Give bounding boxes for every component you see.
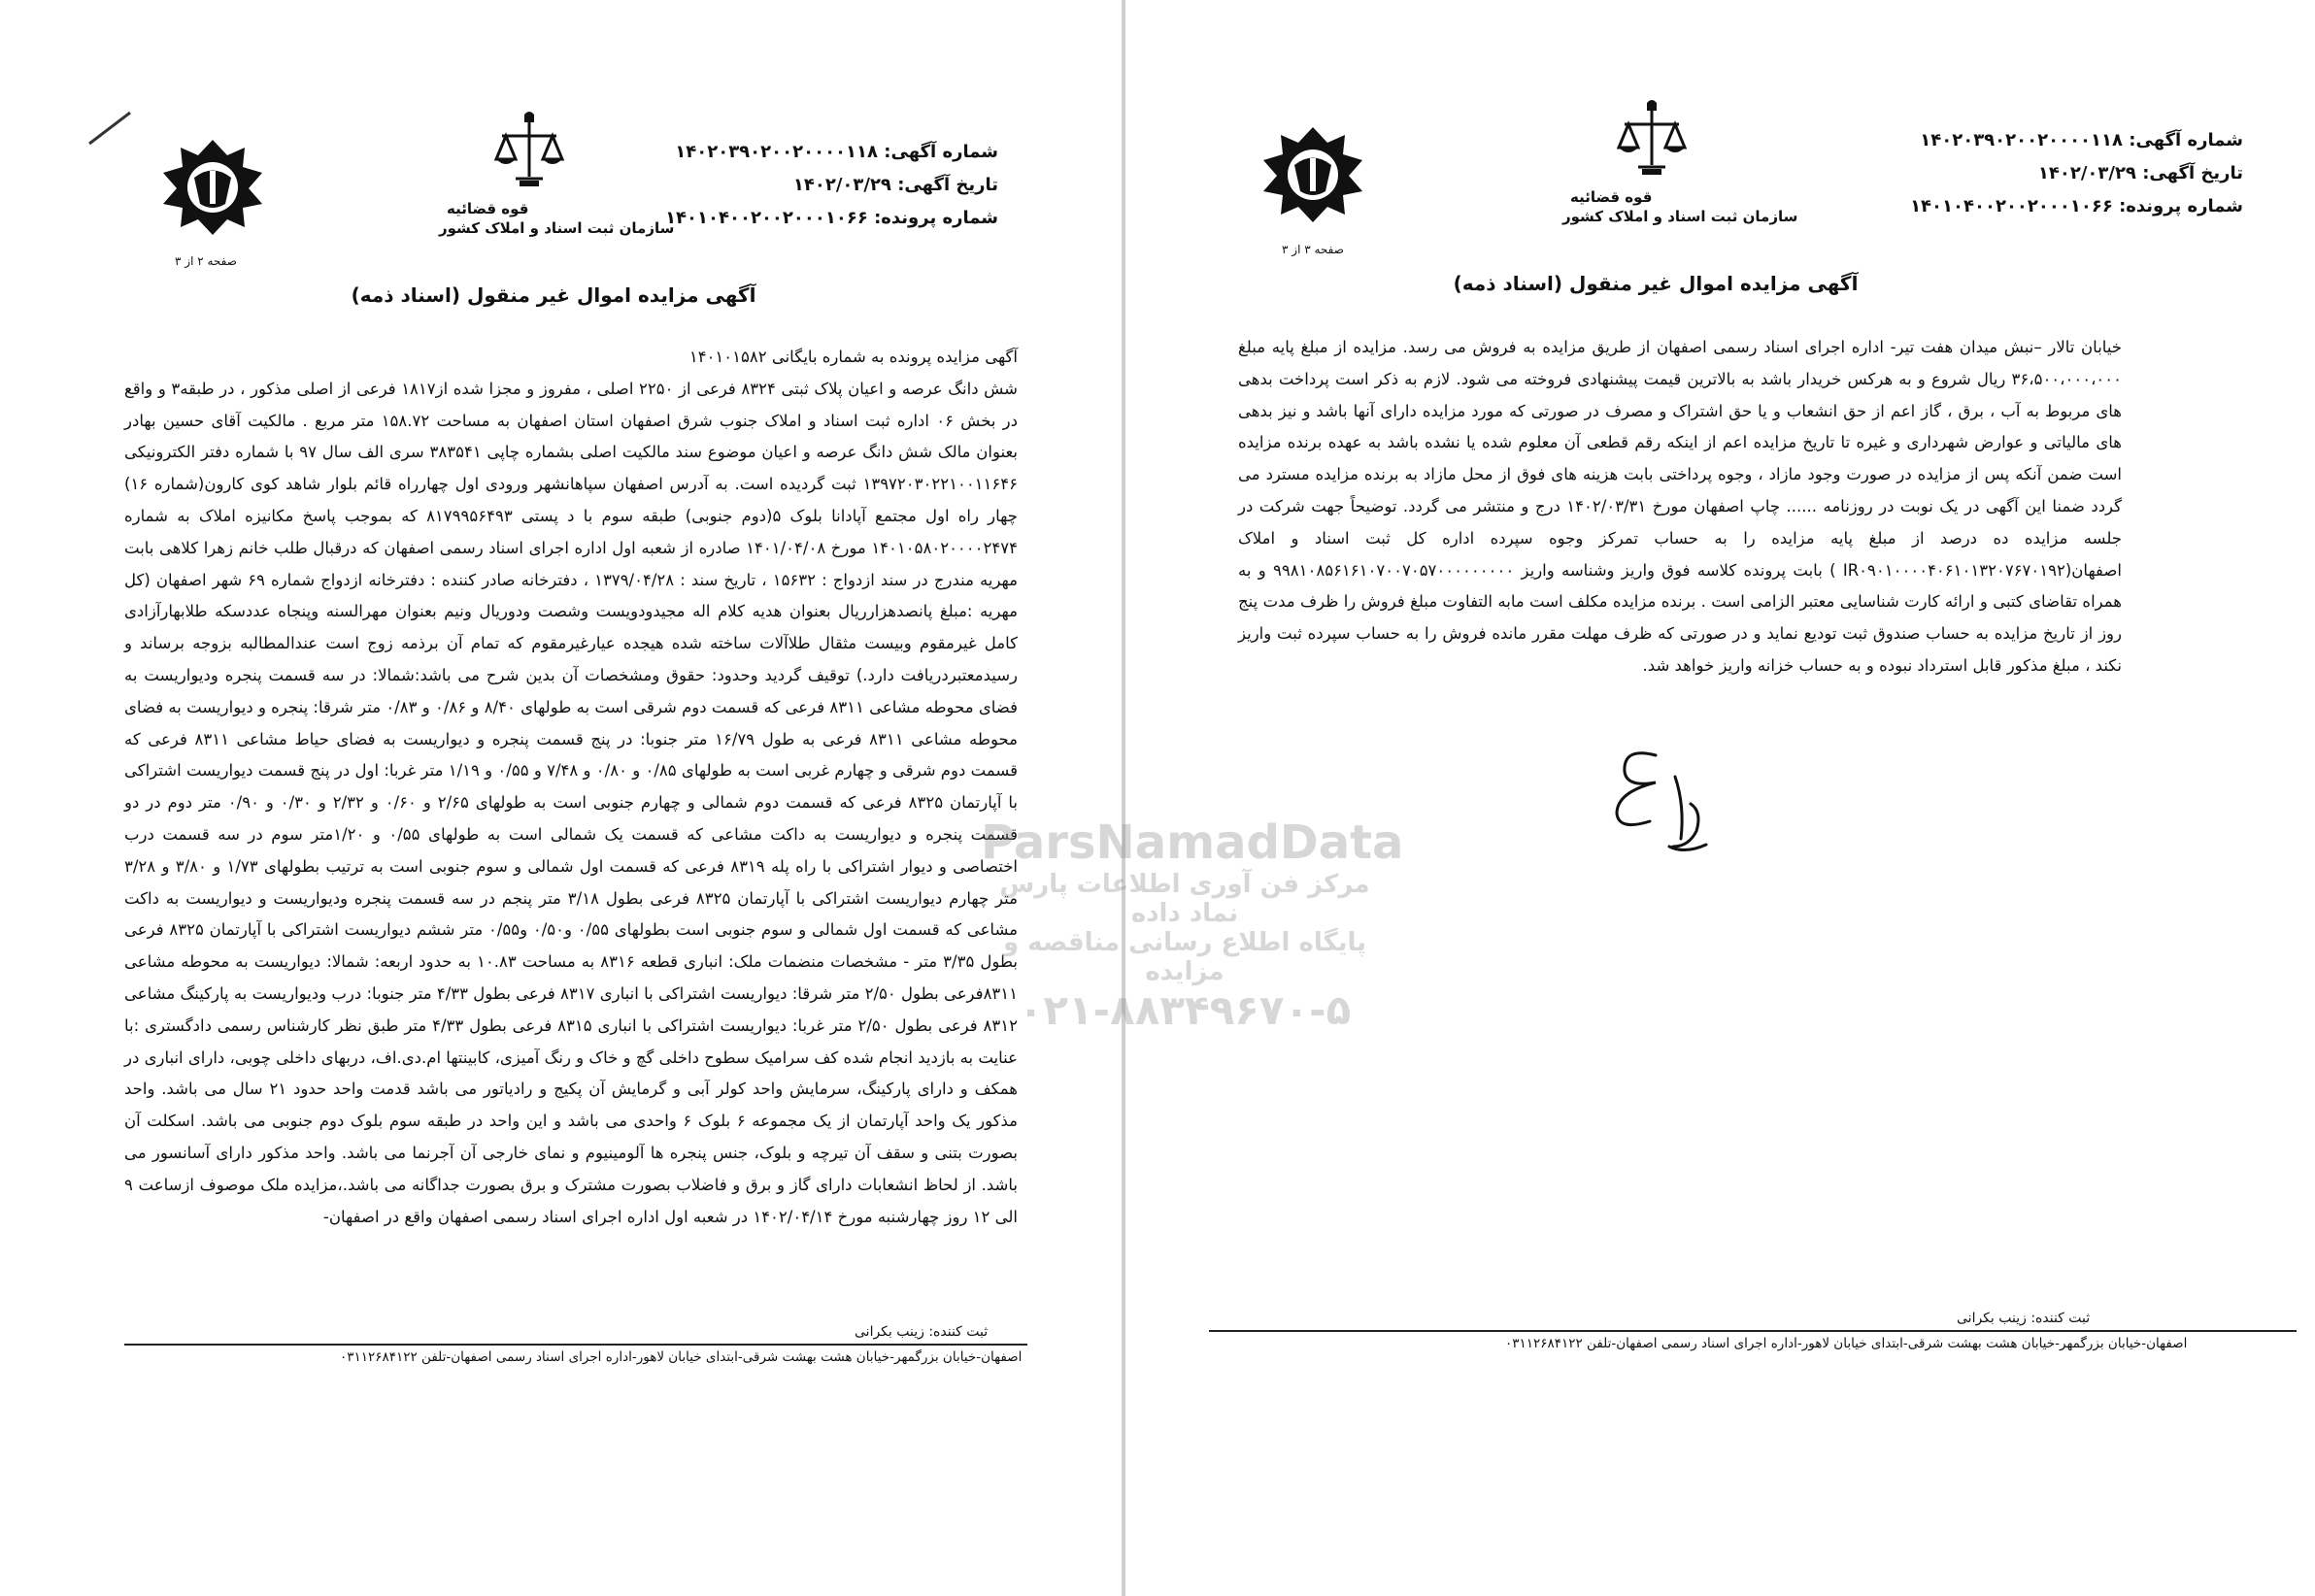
ad-meta-block: [665, 136, 998, 235]
registrar-name: ثبت کننده: زینب بکرانی: [1957, 1311, 2091, 1326]
footer-rule: [1209, 1330, 2297, 1332]
ad-date: تاریخ آگهی: ۱۴۰۲/۰۳/۲۹: [792, 175, 998, 195]
handwritten-signature: [1588, 738, 1733, 864]
page-divider: [1122, 0, 1125, 1596]
document-body: [124, 342, 1018, 1233]
page-number: صفحه ۳ از ۳: [1282, 243, 1344, 256]
judiciary-scales-emblem: [1613, 97, 1691, 189]
document-page-right: [1131, 0, 2301, 1596]
ad-meta-block: [1910, 124, 2243, 223]
document-title: آگهی مزایده اموال غیر منقول (اسناد ذمه): [1453, 272, 1859, 295]
body-paragraph-terms: خیابان تالار –نبش میدان هفت تیر- اداره اجرای اسناد رسمی اصفهان از طریق مزایده به فروش می رسد. مزایده از مبلغ پایه مبلغ ۳۶،۵۰۰،۰۰۰،۰۰۰ ریال شروع و به هرکس خریدار باشد به بالاترین قیمت پیشنهادی فروخته می شود. لازم به ذکر است پرداخت بدهی های مربوط به آب ، برق ، گاز اعم از حق انشعاب و یا حق اشتراک و مصرف در صورتی که مورد مزایده دارای آنها باشد و نیز بدهی های مالیاتی و عوارض شهرداری و غیره تا تاریخ مزایده اعم از اینکه رقم قطعی آن معلوم شده یا نشده باشد به عهده برنده مزایده است ضمن آنکه پس از مزایده در صورت وجود مازاد ، وجوه پرداختی بابت هزینه های فوق از محل مازاد به برنده مزایده مسترد می گردد ضمنا این آگهی در یک نوبت در روزنامه ...... چاپ اصفهان مورخ ۱۴۰۲/۰۳/۳۱ درج و منتشر می گردد. توضیحاً جهت شرکت در جلسه مزایده ده درصد از مبلغ پایه مزایده را به حساب تمرکز وجوه سپرده اداره کل ثبت اسناد و املاک اصفهان(IR۰۹۰۱۰۰۰۰۴۰۶۱۰۱۳۲۰۷۶۷۰۱۹۲ ) بابت پرونده کلاسه فوق واریز وشناسه واریز ۹۹۸۱۰۸۵۶۱۶۱۰۷۰۰۷۰۵۷۰۰۰۰۰۰۰۰۰ و به همراه تقاضای کتبی و ارائه کارت شناسایی معتبر الزامی است . برنده مزایده مکلف است مابه التفاوت مبلغ فروش را ظرف مدت پنج روز از تاریخ مزایده به حساب صندوق ثبت تودیع نماید و در صورتی که ظرف مهلت مقرر مانده فروش را به حساب سپرده ثبت واریز نکند ، مبلغ مذکور قابل استرداد نبوده و به حساب خزانه واریز خواهد شد.: [1238, 338, 2123, 675]
watermark-line-2: پایگاه اطلاع رسانی مناقصه و مزایده: [1002, 928, 1367, 986]
document-title: آگهی مزایده اموال غیر منقول (اسناد ذمه): [351, 283, 756, 307]
page-number: صفحه ۲ از ۳: [175, 254, 237, 268]
case-number: شماره پرونده: ۱۴۰۱۰۴۰۰۲۰۰۲۰۰۰۱۰۶۶: [1910, 196, 2243, 216]
case-number: شماره پرونده: ۱۴۰۱۰۴۰۰۲۰۰۲۰۰۰۱۰۶۶: [665, 208, 998, 228]
registration-organization-emblem: [157, 134, 269, 241]
footer-address: اصفهان-خیابان بزرگمهر-خیابان هشت بهشت شرقی-ابتدای خیابان لاهور-اداره اجرای اسناد رسمی اصفهان-تلفن ۰۳۱۱۲۶۸۴۱۲۲: [340, 1349, 1023, 1365]
registrar-name: ثبت کننده: زینب بکرانی: [855, 1324, 989, 1340]
document-body: [1238, 332, 2122, 682]
body-paragraph-property: شش دانگ عرصه و اعیان پلاک ثبتی ۸۳۲۴ فرعی از ۲۲۵۰ اصلی ، مفروز و مجزا شده از۱۸۱۷ فرعی از اصلی مذکور ، در طبقه۳ و واقع در بخش ۰۶ اداره ثبت اسناد و املاک جنوب شرق اصفهان استان اصفهان به مساحت ۱۵۸.۷۲ متر مربع . مالکیت آقای حسین بهادر بعنوان مالک شش دانگ عرصه و اعیان موضوع سند مالکیت اصلی بشماره چاپی ۳۸۳۵۴۱ سری الف سال ۹۷ با شماره دفتر الکترونیکی ۱۳۹۷۲۰۳۰۲۲۱۰۰۱۱۶۴۶ ثبت گردیده است. به آدرس اصفهان سپاهانشهر ورودی اول چهارراه قائم بلوار شاهد کوی کارون(شماره ۱۶) چهار راه اول مجتمع آپادانا بلوک ۵(دوم جنوبی) طبقه سوم با د پستی ۸۱۷۹۹۵۶۴۹۳ که بموجب پاسخ مکانیزه املاک به شماره ۱۴۰۱۰۵۸۰۲۰۰۰۰۲۴۷۴ مورخ ۱۴۰۱/۰۴/۰۸ صادره از شعبه اول اداره اجرای اسناد رسمی اصفهان که درقبال طلب خانم زهرا کلاهی بابت مهریه مندرج در سند ازدواج : ۱۵۶۳۲ ، تاریخ سند : ۱۳۷۹/۰۴/۲۸ ، دفترخانه صادر کننده : دفترخانه ازدواج شماره ۶۹ شهر اصفهان (کل مهریه :مبلغ پانصدهزارریال بعنوان هدیه کلام اله مجیدودویست وشصت ودوریال ونیم بعنوان مهرالسنه وپنجاه عددسکه طلابهارآزادی کامل غیرمقوم وبیست مثقال طلاآلات ساخته شده هیجده عیارغیرمقوم که تمام آن برذمه زوج است عندالمطالبه بزوجه برساند و رسیدمعتبردریافت دارد.) توقیف گردید وحدود: حقوق ومشخصات آن بدین شرح می باشد:شمالا: در سه قسمت پنجره ودیواریست به فضای محوطه مشاعی ۸۳۱۱ فرعی که قسمت دوم شرقی است به طولهای ۸/۴۰ و ۰/۸۶ و ۰/۸۳ متر شرقا: پنجره و دیواریست به فضای محوطه مشاعی ۸۳۱۱ فرعی به طول ۱۶/۷۹ متر جنوبا: در پنج قسمت پنجره و دیواریست به فضای حیاط مشاعی ۸۳۱۱ فرعی که قسمت دوم شرقی و چهارم غربی است به طولهای ۰/۸۵ و ۰/۸۰ و ۷/۴۸ و ۰/۵۵ و ۱/۱۹ متر غربا: اول در پنج قسمت دیواریست اشتراکی با آپارتمان ۸۳۲۵ فرعی که قسمت دوم شمالی و چهارم جنوبی است به طولهای ۲/۶۵ و ۰/۶۰ و ۲/۳۲ و ۰/۳۰ و ۰/۹۰ متر دوم در دو قسمت پنجره و دیواریست به داکت مشاعی که قسمت یک شمالی است به طولهای ۰/۵۵ و ۱/۲۰متر سوم در سه قسمت درب اختصاصی و دیوار اشتراکی با راه پله ۸۳۱۹ فرعی که قسمت اول شمالی و سوم جنوبی است به ترتیب بطولهای ۱/۷۳ و ۳/۸۰ و ۳/۲۸ متر چهارم دیواریست اشتراکی با آپارتمان ۸۳۲۵ فرعی بطول ۳/۱۸ متر پنجم در سه قسمت پنجره ودیواریست و دیواریست به داکت مشاعی که قسمت اول شمالی و سوم جنوبی است بطولهای ۰/۵۵ و۰/۵۰ و۰/۵۵ متر ششم دیواریست اشتراکی با آپارتمان ۸۳۲۵ فرعی بطول ۳/۳۵ متر - مشخصات منضمات ملک: انباری قطعه ۸۳۱۶ به مساحت ۱۰.۸۳ به حدود اربعه: شمالا: دیواریست به محوطه مشاعی ۸۳۱۱فرعی بطول ۲/۵۰ متر شرقا: دیواریست اشتراکی با انباری ۸۳۱۷ فرعی بطول ۴/۳۳ متر جنوبا: درب ودیواریست به پارکینگ مشاعی ۸۳۱۲ فرعی بطول ۲/۵۰ متر غربا: دیواریست اشتراکی با انباری ۸۳۱۵ فرعی بطول ۴/۳۳ متر طبق نظر کارشناس رسمی دادگستری :با عنایت به بازدید انجام شده کف سرامیک سطوح داخلی گچ و خاک و رنگ آمیزی، کابینتها ام.دی.اف، دربهای داخلی چوبی، دارای انباری در همکف و دارای پارکینگ، سرمایش واحد کولر آبی و گرمایش آن پکیج و رادیاتور می باشد قدمت واحد حدود ۲۱ سال می باشد. واحد مذکور یک واحد آپارتمان از یک مجموعه ۶ بلوک ۶ واحدی می باشد و این واحد در طبقه سوم بلوک دوم جنوبی می باشد. اسکلت آن بصورت بتنی و سقف آن تیرچه و بلوک، جنس پنجره ها آلومینیوم و نمای خارجی آن آجرنما می باشد. واحد مذکور دارای آسانسور می باشد. از لحاظ انشعابات دارای گاز و برق و فاضلاب بصورت مشترک و برق بصورت جداگانه می باشد.،مزایده ملک موصوف ازساعت ۹ الی ۱۲ روز چهارشنبه مورخ ۱۴۰۲/۰۴/۱۴ در شعبه اول اداره اجرای اسناد رسمی اصفهان واقع در اصفهان-: [124, 379, 1019, 1226]
document-page-left: [0, 0, 1117, 1596]
judiciary-caption: قوه قضائیه: [447, 200, 529, 217]
pen-stroke-mark: [85, 109, 134, 148]
watermark-line-1: مرکز فن آوری اطلاعات پارس نماد داده: [999, 870, 1370, 928]
registration-organization-emblem: [1258, 121, 1369, 228]
organization-caption: سازمان ثبت اسناد و املاک کشور: [439, 219, 675, 237]
ad-number: شماره آگهی: ۱۴۰۲۰۳۹۰۲۰۰۲۰۰۰۰۱۱۸: [675, 142, 998, 162]
footer-rule: [124, 1344, 1027, 1346]
organization-caption: سازمان ثبت اسناد و املاک کشور: [1562, 208, 1798, 225]
watermark-title: ParsNamadData: [981, 815, 1404, 870]
judiciary-scales-emblem: [490, 109, 568, 201]
watermark-phone: ۰۲۱-۸۸۳۴۹۶۷۰-۵: [1018, 986, 1352, 1034]
ad-date: تاریخ آگهی: ۱۴۰۲/۰۳/۲۹: [2037, 163, 2243, 183]
ad-number: شماره آگهی: ۱۴۰۲۰۳۹۰۲۰۰۲۰۰۰۰۱۱۸: [1920, 130, 2243, 150]
judiciary-caption: قوه قضائیه: [1570, 188, 1653, 206]
body-paragraph-archive: آگهی مزایده پرونده به شماره بایگانی ۱۴۰۱۰۱۵۸۲: [688, 348, 1018, 366]
footer-address: اصفهان-خیابان بزرگمهر-خیابان هشت بهشت شرقی-ابتدای خیابان لاهور-اداره اجرای اسناد رسمی اصفهان-تلفن ۰۳۱۱۲۶۸۴۱۲۲: [1505, 1336, 2188, 1351]
